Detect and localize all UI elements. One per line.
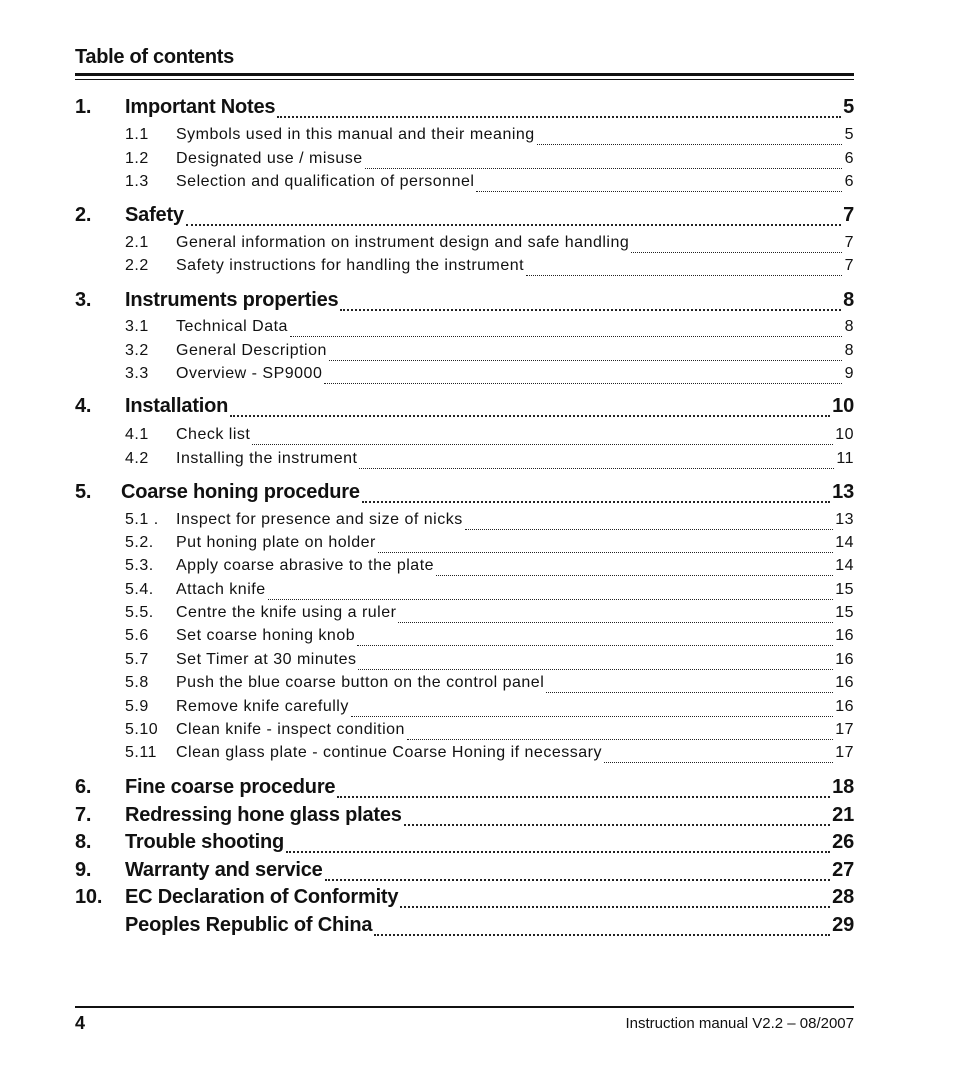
toc-title: Redressing hone glass plates [125,804,402,826]
toc-entry[interactable] [75,150,854,173]
toc-number: 5.4. [125,581,154,598]
header-rule-thick [75,73,854,76]
toc-number: 4.2 [125,450,149,467]
toc-page: 5 [843,96,854,118]
toc-leader [465,528,834,530]
toc-page: 6 [844,150,854,167]
toc-entry[interactable] [75,804,854,831]
toc-entry[interactable] [75,831,854,858]
toc-page: 17 [835,744,854,761]
toc-page: 16 [835,651,854,668]
toc-page: 15 [835,604,854,621]
toc-leader [325,878,831,881]
toc-number: 5.6 [125,627,149,644]
toc-page: 5 [844,126,854,143]
toc-title: Symbols used in this manual and their meaning [176,126,535,143]
toc-page: 16 [835,627,854,644]
toc-title: General Description [176,342,327,359]
toc-entry[interactable] [75,365,854,388]
toc-leader [604,761,833,763]
footer-page-number: 4 [75,1013,86,1033]
toc-entry[interactable] [75,581,854,604]
toc-leader [365,167,842,169]
toc-entry[interactable] [75,534,854,557]
footer-rule [75,1006,854,1008]
toc-number: 8. [75,831,92,853]
toc-title: Check list [176,426,251,443]
toc-number: 7. [75,804,92,826]
toc-leader [324,382,842,384]
toc-number: 5.3. [125,557,154,574]
toc-number: 4.1 [125,426,149,443]
toc-leader [340,308,841,311]
page-title: Table of contents [75,46,234,68]
toc-leader [230,414,830,417]
toc-title: Apply coarse abrasive to the plate [176,557,435,574]
toc-page: 16 [835,674,854,691]
toc-page: 28 [832,886,854,908]
toc-title: EC Declaration of Conformity [125,886,399,908]
toc-leader [374,933,830,936]
toc-page: 18 [832,776,854,798]
toc-entry[interactable] [75,721,854,744]
toc-leader [526,274,842,276]
toc-number: 6. [75,776,92,798]
toc-leader [337,795,830,798]
toc-page: 17 [835,721,854,738]
toc-page: 16 [835,698,854,715]
toc-title: Coarse honing procedure [121,481,360,503]
toc-number: 5.1 . [125,511,159,528]
toc-page: 21 [832,804,854,826]
toc-entry[interactable] [75,234,854,257]
toc-leader [351,715,833,717]
toc-leader [400,905,830,908]
toc-entry[interactable] [75,96,854,123]
toc-page: 8 [843,289,854,311]
toc-leader [286,850,830,853]
toc-page: 14 [835,534,854,551]
toc-entry[interactable] [75,744,854,767]
toc-title: Clean glass plate - continue Coarse Honing if necessary [176,744,602,761]
toc-leader [537,143,842,145]
toc-title: Trouble shooting [125,831,285,853]
toc-entry[interactable] [75,204,854,231]
toc-number: 3. [75,289,92,311]
toc-leader [252,443,833,445]
toc-number: 5.10 [125,721,159,738]
toc-entry[interactable] [75,914,854,941]
toc-leader [358,668,833,670]
toc-page: 9 [844,365,854,382]
toc-title: Peoples Republic of China [125,914,373,936]
toc-number: 5.11 [125,744,157,761]
toc-number: 5. [75,481,92,503]
toc-page: 10 [832,395,854,417]
toc-page: 29 [832,914,854,936]
toc-entry[interactable] [75,126,854,149]
toc-title: Safety [125,204,184,226]
toc-title: Installing the instrument [176,450,358,467]
toc-page: 15 [835,581,854,598]
toc-number: 3.2 [125,342,149,359]
toc-leader [290,335,842,337]
toc-entry[interactable] [75,859,854,886]
toc-number: 2.1 [125,234,149,251]
toc-page: 14 [835,557,854,574]
toc-title: Fine coarse procedure [125,776,336,798]
toc-title: Clean knife - inspect condition [176,721,405,738]
toc-title: Set coarse honing knob [176,627,356,644]
toc-number: 5.7 [125,651,149,668]
header-rule-thin [75,79,854,80]
toc-number: 10. [75,886,103,908]
toc-leader [407,738,833,740]
toc-title: General information on instrument design and safe handling [176,234,630,251]
toc-leader [186,223,841,226]
toc-entry[interactable] [75,426,854,449]
toc-title: Inspect for presence and size of nicks [176,511,463,528]
toc-page: 27 [832,859,854,881]
footer-doc-info: Instruction manual V2.2 – 08/2007 [625,1015,854,1032]
toc-title: Put honing plate on holder [176,534,376,551]
toc-page: 13 [832,481,854,503]
toc-entry[interactable] [75,511,854,534]
toc-number: 5.2. [125,534,154,551]
toc-number: 2. [75,204,92,226]
toc-title: Instruments properties [125,289,339,311]
toc-leader [436,574,833,576]
toc-page: 11 [836,450,854,467]
toc-entry[interactable] [75,698,854,721]
toc-number: 3.1 [125,318,149,335]
toc-page: 7 [844,257,854,274]
toc-number: 1. [75,96,92,118]
toc-entry[interactable] [75,776,854,803]
toc-number: 9. [75,859,92,881]
toc-title: Designated use / misuse [176,150,363,167]
toc-title: Set Timer at 30 minutes [176,651,357,668]
toc-title: Centre the knife using a ruler [176,604,397,621]
toc-number: 1.2 [125,150,149,167]
toc-number: 2.2 [125,257,149,274]
toc-leader [357,644,833,646]
toc-number: 5.9 [125,698,149,715]
toc-number: 5.5. [125,604,154,621]
toc-entry[interactable] [75,289,854,316]
toc-leader [631,251,842,253]
toc-leader [378,551,833,553]
toc-page: 26 [832,831,854,853]
toc-leader [398,621,833,623]
toc-page: 8 [844,318,854,335]
toc-title: Installation [125,395,229,417]
toc-entry[interactable] [75,395,854,422]
toc-number: 1.1 [125,126,149,143]
toc-entry[interactable] [75,342,854,365]
toc-leader [362,500,830,503]
toc-leader [546,691,833,693]
toc-title: Remove knife carefully [176,698,349,715]
toc-entry[interactable] [75,257,854,280]
toc-leader [329,359,842,361]
toc-entry[interactable] [75,557,854,580]
toc-title: Warranty and service [125,859,323,881]
toc-entry[interactable] [75,651,854,674]
toc-leader [277,115,841,118]
toc-title: Attach knife [176,581,266,598]
toc-entry[interactable] [75,318,854,341]
toc-number: 3.3 [125,365,149,382]
toc-page: 13 [835,511,854,528]
toc-entry[interactable] [75,173,854,196]
toc-entry[interactable] [75,481,854,508]
toc-leader [476,190,842,192]
toc-entry[interactable] [75,604,854,627]
toc-leader [268,598,834,600]
toc-number: 4. [75,395,92,417]
toc-leader [359,467,834,469]
toc-number: 1.3 [125,173,149,190]
toc-page: 7 [844,234,854,251]
toc-entry[interactable] [75,450,854,473]
toc-title: Technical Data [176,318,288,335]
toc-entry[interactable] [75,674,854,697]
toc-entry[interactable] [75,627,854,650]
toc-entry[interactable] [75,886,854,913]
toc-page: 10 [835,426,854,443]
toc-title: Selection and qualification of personnel [176,173,475,190]
toc-title: Push the blue coarse button on the control panel [176,674,545,691]
toc-leader [404,823,830,826]
toc-page: 7 [843,204,854,226]
toc-page: 6 [844,173,854,190]
toc-page: 8 [844,342,854,359]
toc-number: 5.8 [125,674,149,691]
toc-title: Safety instructions for handling the instrument [176,257,525,274]
toc-title: Important Notes [125,96,276,118]
toc-title: Overview - SP9000 [176,365,323,382]
